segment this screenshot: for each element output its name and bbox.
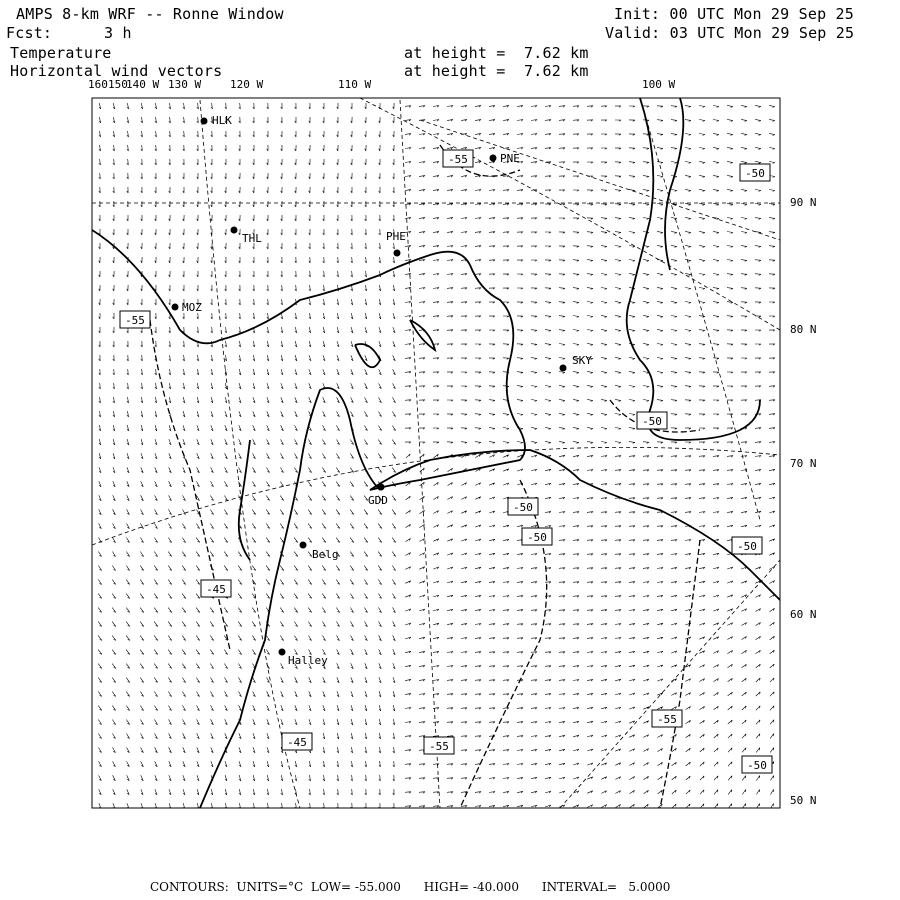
field-temperature: Temperature [10, 44, 112, 62]
lat-label-50n: 50 N [790, 794, 817, 807]
forecast-hour: 3 h [104, 24, 132, 42]
lat-label-60n: 60 N [790, 608, 817, 621]
lon-label-130w: 130 W [168, 78, 202, 91]
contour-label [652, 710, 682, 727]
svg-text:-50: -50 [527, 531, 547, 544]
field-temperature-height: at height = 7.62 km [404, 44, 589, 62]
svg-text:-55: -55 [429, 740, 449, 753]
station-label-sky: SKY [572, 354, 592, 367]
svg-text:-45: -45 [206, 583, 226, 596]
station-dot-phe [394, 250, 401, 257]
station-label-pne: PNE [500, 152, 520, 165]
lon-label-120w: 120 W [230, 78, 264, 91]
station-dot-thl [231, 227, 238, 234]
station-label-belg: Belg [312, 548, 339, 561]
station-label-phe: PHE [386, 230, 406, 243]
contour-info: CONTOURS: UNITS=°C LOW= -55.000 HIGH= -40.000 INTERVAL= 5.0000 [150, 880, 671, 894]
lat-label-90n: 90 N [790, 196, 817, 209]
svg-text:-45: -45 [287, 736, 307, 749]
init-time: Init: 00 UTC Mon 29 Sep 25 [614, 5, 854, 23]
station-dot-halley [279, 649, 286, 656]
coastline-ellsworth [665, 98, 683, 270]
contour-label [443, 150, 473, 167]
station-dot-moz [172, 304, 179, 311]
temperature-contours [150, 145, 700, 808]
lon-label-100w: 100 W [642, 78, 676, 91]
contour-label [424, 737, 454, 754]
lon-label-150: 150 [108, 78, 128, 91]
lon-label-110w: 110 W [338, 78, 372, 91]
contour-label [120, 311, 150, 328]
station-dot-sky [560, 365, 567, 372]
island-2 [355, 344, 380, 367]
field-wind: Horizontal wind vectors [10, 62, 223, 80]
svg-text:-55: -55 [125, 314, 145, 327]
svg-text:-50: -50 [745, 167, 765, 180]
meridian-110w [400, 100, 440, 808]
contour-label [282, 733, 312, 750]
lon-label-160: 160 [88, 78, 108, 91]
svg-text:-55: -55 [448, 153, 468, 166]
station-dot-belg [300, 542, 307, 549]
contour-label [522, 528, 552, 545]
contour-label [742, 756, 772, 773]
station-label-halley: Halley [288, 654, 328, 667]
svg-text:-55: -55 [657, 713, 677, 726]
parallel-80 [360, 98, 780, 330]
plot-title: AMPS 8-km WRF -- Ronne Window [16, 5, 284, 23]
coastline-ronne-edge [370, 450, 780, 600]
contour-label [732, 537, 762, 554]
valid-time: Valid: 03 UTC Mon 29 Sep 25 [605, 24, 855, 42]
meridian-extra [420, 120, 780, 240]
lon-label-140w: 140 W [126, 78, 160, 91]
station-label-thl: THL [242, 232, 262, 245]
station-label-gdd: GDD [368, 494, 388, 507]
contour-minus55-west [150, 320, 230, 650]
field-wind-height: at height = 7.62 km [404, 62, 589, 80]
svg-text:-50: -50 [747, 759, 767, 772]
lat-label-80n: 80 N [790, 323, 817, 336]
wind-arrow-field [98, 103, 775, 809]
contour-label [740, 164, 770, 181]
station-label-hlk: HLK [212, 114, 232, 127]
svg-text:-50: -50 [642, 415, 662, 428]
station-dot-hlk [201, 118, 208, 125]
contour-label [508, 498, 538, 515]
station-dot-gdd [378, 484, 385, 491]
station-label-moz: MOZ [182, 301, 202, 314]
contour-label [637, 412, 667, 429]
svg-text:-50: -50 [737, 540, 757, 553]
station-dot-pne [490, 155, 497, 162]
svg-text:-50: -50 [513, 501, 533, 514]
lat-label-70n: 70 N [790, 457, 817, 470]
wind-vectors [98, 103, 775, 809]
meridian-120w [200, 100, 300, 808]
contour-minus45-east [660, 540, 700, 808]
contour-label [201, 580, 231, 597]
forecast-label: Fcst: [6, 24, 53, 42]
